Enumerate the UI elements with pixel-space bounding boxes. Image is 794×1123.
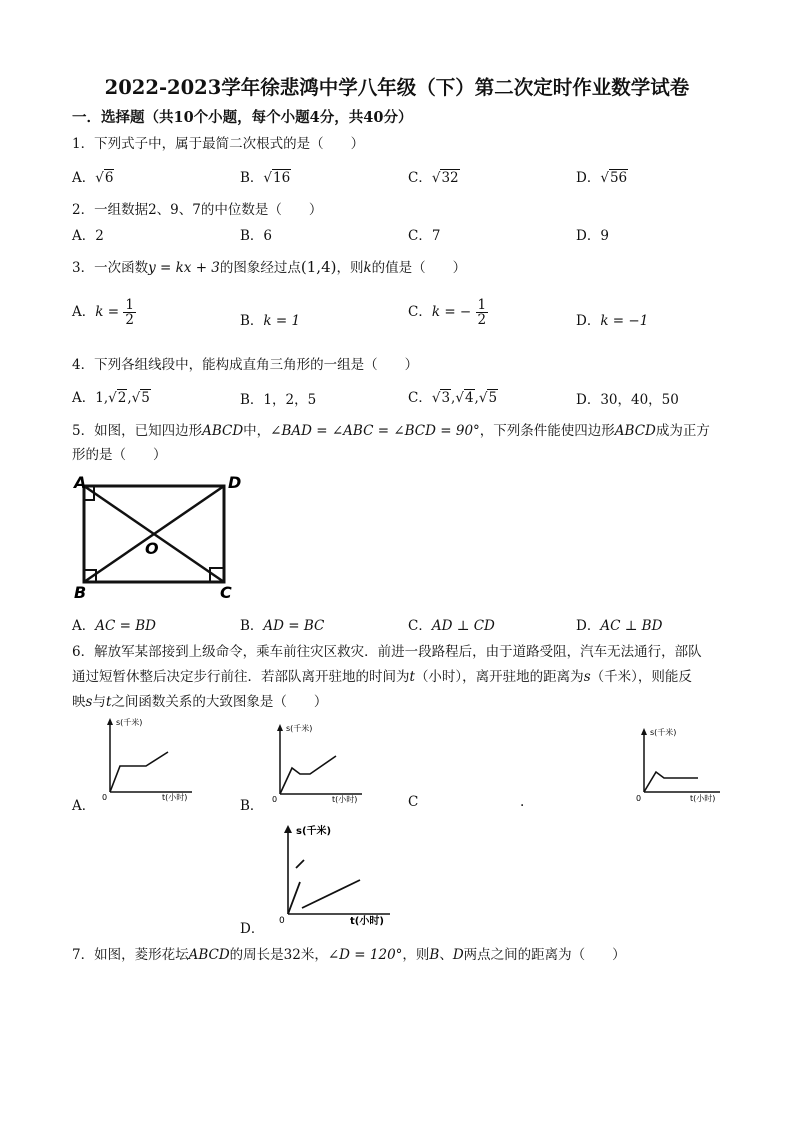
q6-option-d[interactable]: D．: [240, 921, 265, 937]
q6-stem-line2: 通过短暂休整后决定步行前往．若部队离开驻地的时间为t（小时），离开驻地的距离为s（千米），则能反: [72, 669, 692, 685]
sqrt-sign: √2: [108, 390, 127, 406]
graph-line: [644, 772, 698, 792]
q7-stem: 7．如图，菱形花坛ABCD的周长是32米，∠D = 120°，则B、D两点之间的距离为（ ）: [72, 947, 626, 963]
q6-option-b[interactable]: B．: [240, 798, 264, 814]
q4-option-a[interactable]: A．1,√2,√5: [72, 390, 150, 406]
label-o: O: [145, 539, 159, 558]
q4-stem: 4．下列各组线段中，能构成直角三角形的一组是（ ）: [72, 357, 419, 373]
q1-stem: 1．下列式子中，属于最简二次根式的是（ ）: [72, 136, 365, 152]
q5-stem-line2: 形的是（ ）: [72, 447, 167, 463]
origin-label: 0: [102, 793, 108, 802]
y-axis-label: s(千米): [296, 826, 332, 837]
q2-option-a[interactable]: A．2: [72, 228, 104, 244]
sqrt-sign: √16: [263, 170, 291, 186]
q6-option-a[interactable]: A．: [72, 798, 96, 814]
y-axis-arrow: [107, 718, 113, 725]
q3-stem: 3．一次函数y = kx + 3的图象经过点(1,4)，则k的值是（ ）: [72, 258, 467, 276]
y-axis-arrow: [277, 724, 283, 731]
fraction: $\frac{1}{2}$: [477, 297, 487, 329]
q6-option-c-dot: .: [520, 794, 525, 810]
page-title: 2022-2023学年徐悲鸿中学八年级（下）第二次定时作业数学试卷: [104, 76, 690, 99]
y-axis-label: s(千米): [116, 718, 143, 727]
q6-graph-b: [262, 722, 372, 804]
q6-graph-d: [270, 822, 400, 928]
q6-stem-line3: 映s与t之间函数关系的大致图象是（ ）: [72, 694, 328, 710]
q4-option-d[interactable]: D．30，40，50: [576, 392, 679, 408]
origin-label: 0: [272, 795, 278, 804]
option-label: C．: [408, 170, 432, 186]
q1-option-b[interactable]: [240, 166, 291, 186]
q2-option-b[interactable]: B．6: [240, 228, 273, 244]
q4-option-c[interactable]: C．√3,√4,√5: [408, 390, 498, 406]
label-a: A: [74, 473, 87, 492]
sqrt-sign: √32: [431, 170, 459, 186]
option-label: B．: [240, 170, 264, 186]
sqrt-sign: √4: [455, 390, 474, 406]
y-axis-arrow: [641, 728, 647, 735]
label-c: C: [220, 583, 232, 602]
q6-stem-line1: 6．解放军某部接到上级命令，乘车前往灾区救灾．前进一段路程后，由于道路受阻，汽车无法通行，部队: [72, 644, 702, 660]
label-d: D: [228, 473, 242, 492]
q1-option-d[interactable]: [576, 166, 628, 186]
sqrt-sign: √56: [600, 170, 628, 186]
q5-stem-line1: 5．如图，已知四边形ABCD中，∠BAD = ∠ABC = ∠BCD = 90°，下列条件能使四边形ABCD成为正方: [72, 423, 710, 439]
graph-segment-1: [288, 882, 300, 914]
graph-segment-2: [296, 860, 304, 868]
y-axis-arrow: [284, 825, 292, 833]
sqrt-sign: √5: [478, 390, 498, 406]
q6-graph-a: [92, 716, 202, 802]
q2-option-c[interactable]: C．7: [408, 228, 441, 244]
q1-option-a[interactable]: [72, 166, 114, 186]
sqrt-sign: √6: [95, 170, 114, 186]
x-axis-label: t(小时): [350, 916, 384, 927]
q3-option-d[interactable]: D．k = −1: [576, 313, 649, 329]
q2-option-d[interactable]: D．9: [576, 228, 609, 244]
option-label: A．: [72, 170, 96, 186]
x-axis-label: t(小时): [162, 793, 188, 802]
fraction: $\frac{1}{2}$: [125, 297, 134, 329]
x-axis-label: t(小时): [690, 794, 716, 803]
q6-option-c[interactable]: C: [408, 794, 419, 810]
sqrt-sign: √5: [131, 390, 150, 406]
q4-option-b[interactable]: B．1，2，5: [240, 392, 317, 408]
y-axis-label: s(千米): [650, 728, 677, 737]
q5-option-a[interactable]: A．AC = BD: [72, 618, 156, 634]
graph-segment-3: [302, 880, 360, 908]
graph-line: [110, 752, 168, 792]
y-axis-label: s(千米): [286, 724, 313, 733]
q2-stem: 2．一组数据2、9、7的中位数是（ ）: [72, 202, 323, 218]
q6-graph-c: [628, 726, 728, 806]
origin-label: 0: [279, 916, 285, 926]
x-axis-label: t(小时): [332, 795, 358, 804]
q5-option-c[interactable]: C．AD ⊥ CD: [408, 618, 495, 634]
q3-option-c[interactable]: C．k = − $\frac{1}{2}$: [408, 297, 487, 329]
section-heading-choice: 一．选择题（共10个小题，每个小题4分，共40分）: [72, 109, 413, 126]
q5-option-d[interactable]: D．AC ⊥ BD: [576, 618, 663, 634]
q1-option-c[interactable]: [408, 166, 460, 186]
option-label: D．: [576, 170, 601, 186]
graph-line: [280, 756, 336, 794]
label-b: B: [74, 583, 87, 602]
q5-option-b[interactable]: B．AD = BC: [240, 618, 325, 634]
q5-rectangle-figure: [70, 470, 250, 605]
q3-option-a[interactable]: A．k = $\frac{1}{2}$: [72, 297, 134, 329]
sqrt-sign: √3: [431, 390, 451, 406]
origin-label: 0: [636, 794, 642, 803]
q3-option-b[interactable]: B．k = 1: [240, 313, 301, 329]
